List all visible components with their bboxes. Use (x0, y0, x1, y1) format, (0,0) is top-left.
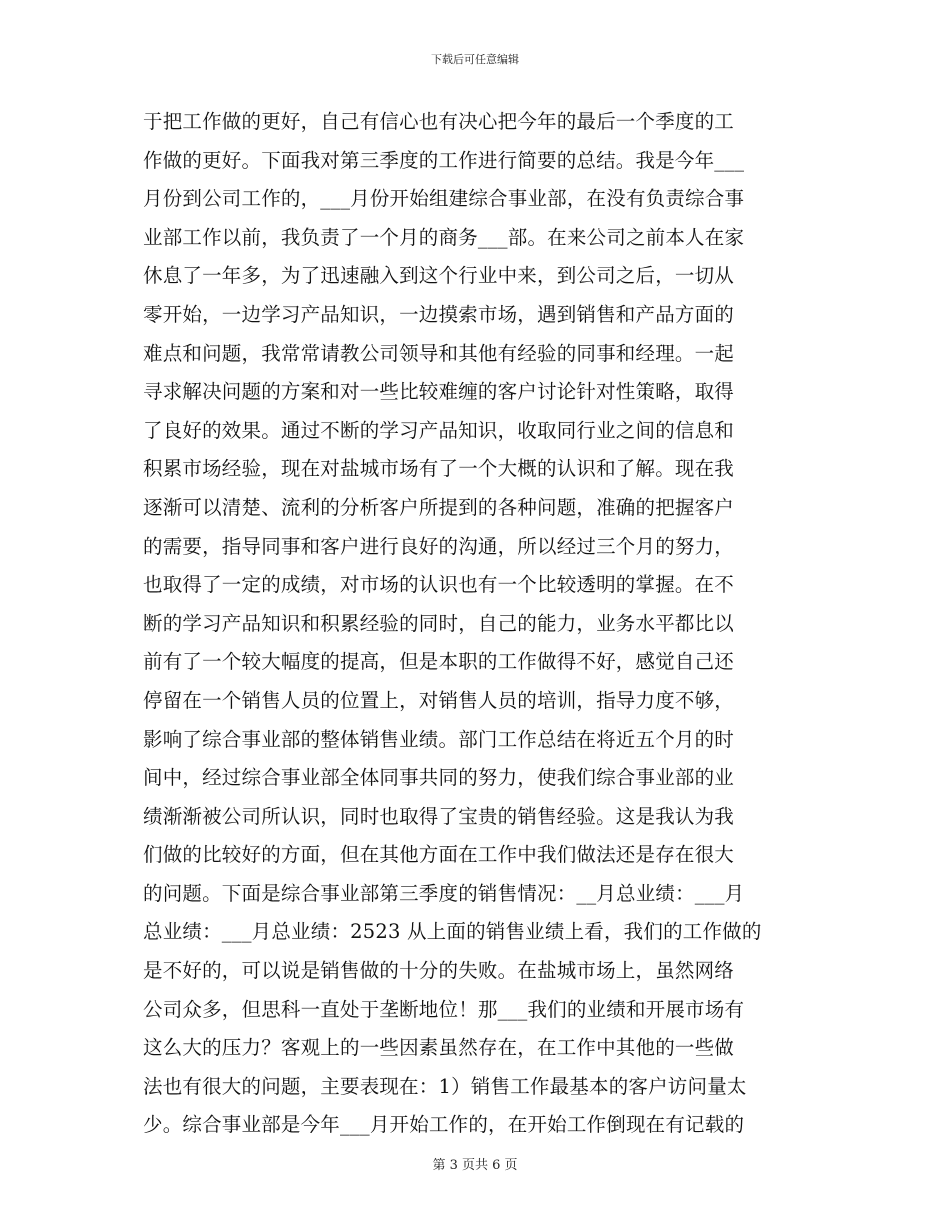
body-line: 休息了一年多，为了迅速融入到这个行业中来，到公司之后，一切从 (143, 264, 735, 288)
document-body (143, 103, 813, 1145)
body-line: 业部工作以前，我负责了一个月的商务___部。在来公司之前本人在家 (143, 225, 745, 249)
body-line: 断的学习产品知识和积累经验的同时，自己的能力，业务水平都比以 (143, 611, 735, 635)
body-line: 零开始，一边学习产品知识，一边摸索市场，遇到销售和产品方面的 (143, 302, 735, 326)
body-line: 停留在一个销售人员的位置上，对销售人员的培训，指导力度不够， (143, 688, 735, 712)
body-line: 的问题。下面是综合事业部第三季度的销售情况：__月总业绩：___月 (143, 881, 745, 905)
body-line: 间中，经过综合事业部全体同事共同的努力，使我们综合事业部的业 (143, 766, 735, 790)
body-line: 的需要，指导同事和客户进行良好的沟通，所以经过三个月的努力， (143, 534, 735, 558)
body-line: 于把工作做的更好，自己有信心也有决心把今年的最后一个季度的工 (143, 110, 735, 133)
body-line: 公司众多，但思科一直处于垄断地位！那___我们的业绩和开展市场有 (143, 997, 745, 1021)
body-line: 积累市场经验，现在对盐城市场有了一个大概的认识和了解。现在我 (143, 457, 735, 481)
body-line: 们做的比较好的方面，但在其他方面在工作中我们做法还是存在很大 (143, 843, 735, 867)
body-line: 逐渐可以清楚、流利的分析客户所提到的各种问题，准确的把握客户 (143, 495, 735, 519)
body-line: 少。综合事业部是今年___月开始工作的，在开始工作倒现在有记载的 (143, 1113, 745, 1137)
page-footer: 第 3 页共 6 页 (432, 1158, 518, 1173)
body-line: 绩渐渐被公司所认识，同时也取得了宝贵的销售经验。这是我认为我 (143, 804, 735, 828)
body-line: 也取得了一定的成绩，对市场的认识也有一个比较透明的掌握。在不 (143, 573, 735, 597)
body-line: 法也有很大的问题，主要表现在：1）销售工作最基本的客户访问量太 (143, 1074, 747, 1098)
body-line: 寻求解决问题的方案和对一些比较难缠的客户讨论针对性策略，取得 (143, 380, 735, 404)
body-line: 是不好的，可以说是销售做的十分的失败。在盐城市场上，虽然网络 (143, 959, 735, 983)
body-line: 作做的更好。下面我对第三季度的工作进行简要的总结。我是今年___ (143, 148, 745, 172)
body-line: 前有了一个较大幅度的提高，但是本职的工作做得不好，感觉自己还 (143, 650, 735, 674)
body-line: 月份到公司工作的，___月份开始组建综合事业部，在没有负责综合事 (143, 187, 745, 211)
page-header: 下载后可任意编辑 (431, 53, 519, 66)
body-line: 了良好的效果。通过不断的学习产品知识，收取同行业之间的信息和 (143, 418, 735, 442)
body-line: 这么大的压力？客观上的一些因素虽然存在，在工作中其他的一些做 (143, 1036, 735, 1060)
body-line: 影响了综合事业部的整体销售业绩。部门工作总结在将近五个月的时 (143, 727, 735, 751)
body-line: 难点和问题，我常常请教公司领导和其他有经验的同事和经理。一起 (143, 341, 735, 365)
body-line: 总业绩：___月总业绩：2523 从上面的销售业绩上看，我们的工作做的 (143, 920, 762, 944)
